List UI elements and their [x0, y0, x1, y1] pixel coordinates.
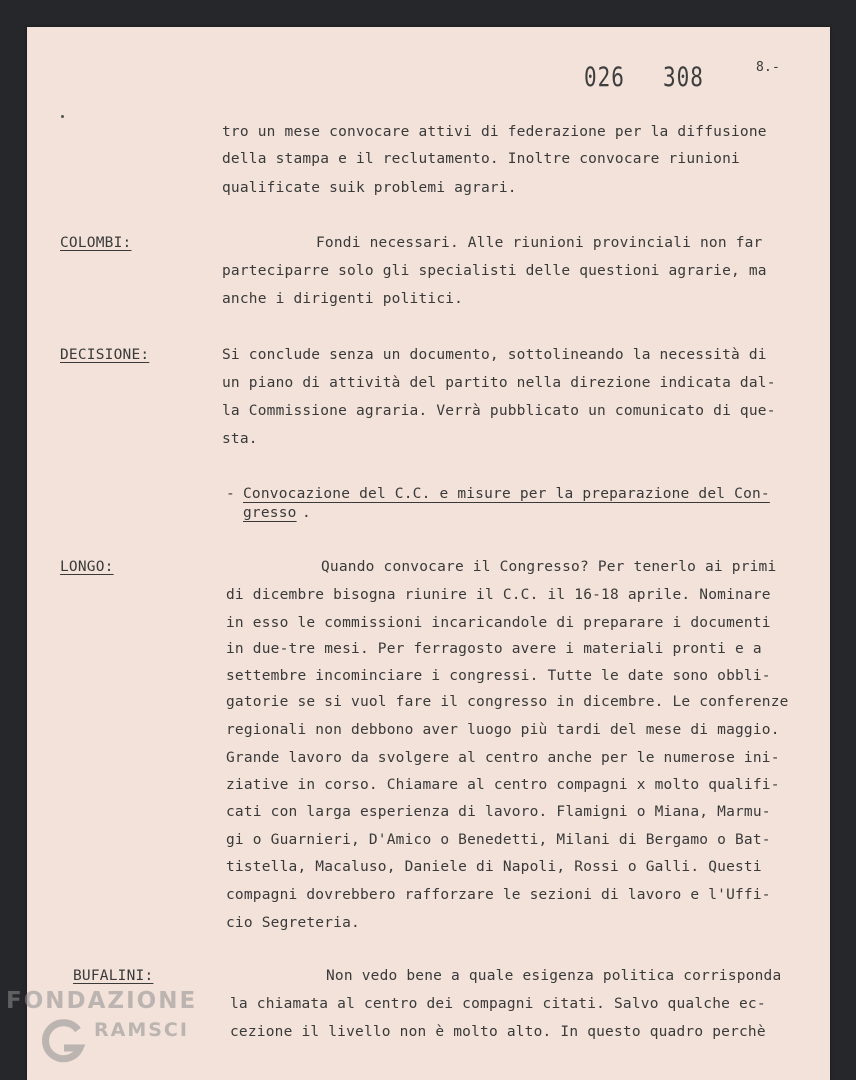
margin-mark: [61, 115, 64, 118]
speaker-label-colombi: COLOMBI:: [60, 235, 132, 251]
text-line: compagni dovrebbero rafforzare le sezioni di lavoro e l'Uffi-: [226, 887, 771, 903]
text-line: un piano di attività del partito nella direzione indicata dal-: [222, 375, 776, 391]
agenda-heading-line2: gresso: [243, 505, 297, 521]
text-line: Si conclude senza un documento, sottolineando la necessità di: [222, 347, 767, 363]
agenda-dash: -: [226, 486, 235, 502]
speaker-label-longo: LONGO:: [60, 559, 114, 575]
watermark-g-icon: [38, 1016, 88, 1066]
text-line: Fondi necessari. Alle riunioni provinciali non far: [316, 235, 763, 251]
text-line: gatorie se si vuol fare il congresso in dicembre. Le conferenze: [226, 694, 789, 710]
watermark-line1: FONDAZIONE: [6, 988, 198, 1014]
text-line: anche i dirigenti politici.: [222, 291, 464, 307]
text-line: ziative in corso. Chiamare al centro compagni x molto qualifi-: [226, 777, 780, 793]
watermark-logo: [6, 988, 211, 1068]
text-line: della stampa e il reclutamento. Inoltre convocare riunioni: [222, 151, 740, 167]
speaker-label-decisione: DECISIONE:: [60, 347, 150, 363]
text-line: Non vedo bene a quale esigenza politica corrisponda: [326, 968, 782, 984]
text-line: regionali non debbono aver luogo più tardi del mese di maggio.: [226, 722, 780, 738]
text-line: in esso le commissioni incaricandole di preparare i documenti: [226, 615, 771, 631]
text-line: tro un mese convocare attivi di federazione per la diffusione: [222, 124, 767, 140]
text-line: cati con larga esperienza di lavoro. Flamigni o Miana, Marmu-: [226, 804, 771, 820]
agenda-heading-line1: Convocazione del C.C. e misure per la preparazione del Con-: [243, 486, 770, 502]
document-page: [27, 27, 830, 1080]
watermark-line2: RAMSCI: [94, 1019, 189, 1041]
text-line: gi o Guarnieri, D'Amico o Benedetti, Milani di Bergamo o Bat-: [226, 832, 771, 848]
text-line: cezione il livello non è molto alto. In questo quadro perchè: [230, 1024, 766, 1040]
doc-number-a: 026: [584, 62, 625, 92]
agenda-heading-period: .: [302, 505, 311, 521]
text-line: cio Segreteria.: [226, 915, 360, 931]
text-line: sta.: [222, 431, 258, 447]
text-line: Quando convocare il Congresso? Per tenerlo ai primi: [321, 559, 777, 575]
text-line: parteciparre solo gli specialisti delle questioni agrarie, ma: [222, 263, 767, 279]
page-number: 8.-: [756, 60, 781, 75]
speaker-label-bufalini: BUFALINI:: [73, 968, 154, 984]
text-line: in due-tre mesi. Per ferragosto avere i materiali pronti e a: [226, 641, 762, 657]
text-line: settembre incominciare i congressi. Tutte le date sono obbli-: [226, 668, 771, 684]
text-line: di dicembre bisogna riunire il C.C. il 16-18 aprile. Nominare: [226, 587, 771, 603]
text-line: tistella, Macaluso, Daniele di Napoli, Rossi o Galli. Questi: [226, 859, 762, 875]
text-line: qualificate suik problemi agrari.: [222, 180, 517, 196]
text-line: Grande lavoro da svolgere al centro anche per le numerose ini-: [226, 750, 780, 766]
doc-number-b: 308: [663, 62, 704, 92]
text-line: la Commissione agraria. Verrà pubblicato un comunicato di que-: [222, 403, 776, 419]
text-line: la chiamata al centro dei compagni citati. Salvo qualche ec-: [230, 996, 766, 1012]
